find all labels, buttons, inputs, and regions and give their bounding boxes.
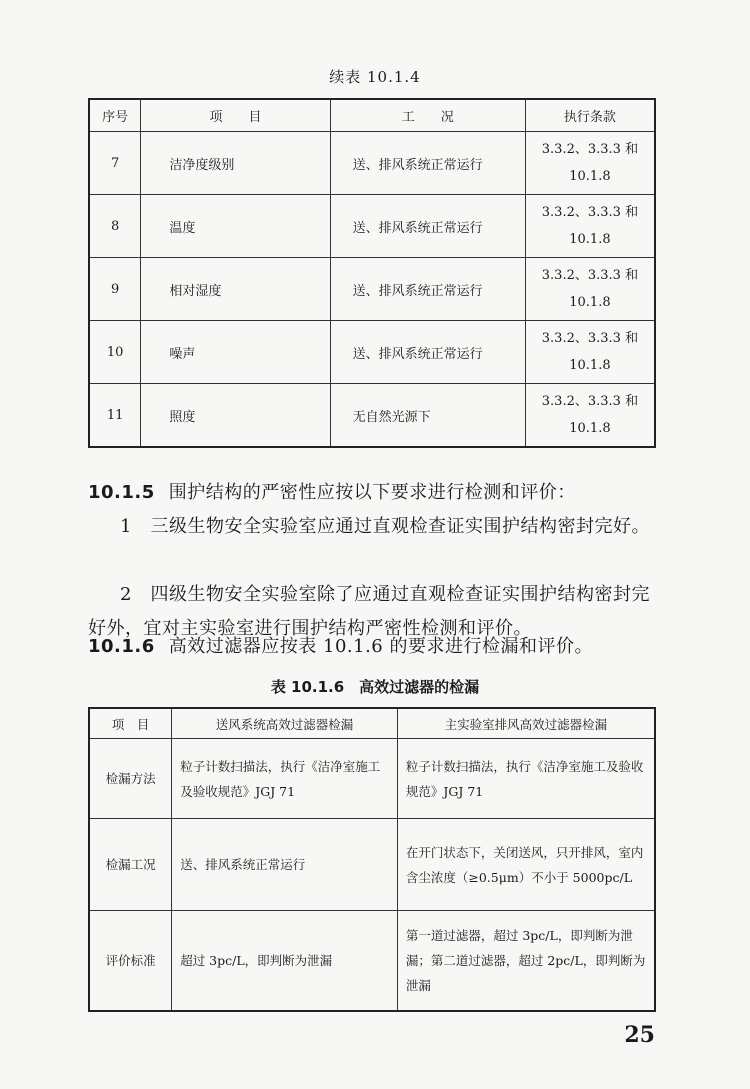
row-reference [525, 384, 655, 448]
ref-line1: 3.3.2、3.3.3 和 [541, 205, 639, 220]
ref-line2: 10.1.8 [569, 169, 611, 184]
row-no: 11 [89, 384, 141, 448]
row-condition: 送、排风系统正常运行 [330, 321, 525, 384]
row-item: 相对湿度 [141, 258, 330, 321]
table-row [89, 132, 655, 195]
header-reference: 执行条款 [525, 99, 655, 132]
row-no: 7 [89, 132, 141, 195]
table-header-row [89, 708, 655, 739]
row-item: 洁净度级别 [141, 132, 330, 195]
row-no: 10 [89, 321, 141, 384]
row-condition: 送、排风系统正常运行 [330, 132, 525, 195]
row-item: 照度 [141, 384, 330, 448]
page-number: 25 [624, 1022, 655, 1048]
row-supply: 送、排风系统正常运行 [172, 819, 398, 911]
row-condition: 无自然光源下 [330, 384, 525, 448]
clause-item-2: 2 四级生物安全实验室除了应通过直观检查证实围护结构密封完好外，宜对主实验室进行围护结构严密性检测和评价。 [88, 584, 650, 639]
table-row [89, 195, 655, 258]
row-item: 温度 [141, 195, 330, 258]
table-row [89, 321, 655, 384]
header-item: 项 目 [89, 708, 172, 739]
row-supply: 粒子计数扫描法，执行《洁净室施工及验收规范》JGJ 71 [172, 739, 398, 819]
ref-line2: 10.1.8 [569, 295, 611, 310]
ref-line1: 3.3.2、3.3.3 和 [541, 394, 639, 409]
header-no: 序号 [89, 99, 141, 132]
table-header-row [89, 99, 655, 132]
row-reference [525, 258, 655, 321]
row-reference [525, 321, 655, 384]
row-label: 检漏工况 [89, 819, 172, 911]
row-condition: 送、排风系统正常运行 [330, 195, 525, 258]
table-caption-10-1-6: 表 10.1.6 高效过滤器的检漏 [270, 678, 480, 696]
ref-line1: 3.3.2、3.3.3 和 [541, 268, 639, 283]
clause-10-1-6 [88, 630, 668, 664]
header-supply: 送风系统高效过滤器检漏 [172, 708, 398, 739]
table-row [89, 384, 655, 448]
row-reference [525, 132, 655, 195]
row-condition: 送、排风系统正常运行 [330, 258, 525, 321]
table-row [89, 819, 655, 911]
row-no: 8 [89, 195, 141, 258]
ref-line2: 10.1.8 [569, 358, 611, 373]
table-10-1-6 [88, 707, 656, 1012]
clause-text: 高效过滤器应按表 10.1.6 的要求进行检漏和评价。 [168, 636, 593, 657]
clause-number: 10.1.6 [88, 636, 155, 657]
row-item: 噪声 [141, 321, 330, 384]
clause-10-1-5 [88, 476, 668, 510]
row-no: 9 [89, 258, 141, 321]
table-10-1-4-continued [88, 98, 656, 448]
row-supply: 超过 3pc/L，即判断为泄漏 [172, 911, 398, 1011]
table-row [89, 258, 655, 321]
ref-line2: 10.1.8 [569, 421, 611, 436]
table-row [89, 911, 655, 1011]
table-row [89, 739, 655, 819]
row-label: 检漏方法 [89, 739, 172, 819]
clause-number: 10.1.5 [88, 482, 155, 503]
row-reference [525, 195, 655, 258]
table-caption-10-1-4: 续表 10.1.4 [329, 68, 421, 86]
row-exhaust: 第一道过滤器，超过 3pc/L，即判断为泄漏；第二道过滤器，超过 2pc/L，即判断为泄漏 [397, 911, 655, 1011]
row-label: 评价标准 [89, 911, 172, 1011]
row-exhaust: 粒子计数扫描法，执行《洁净室施工及验收规范》JGJ 71 [397, 739, 655, 819]
clause-text: 围护结构的严密性应按以下要求进行检测和评价： [168, 482, 576, 503]
ref-line1: 3.3.2、3.3.3 和 [541, 331, 639, 346]
header-condition: 工 况 [330, 99, 525, 132]
ref-line2: 10.1.8 [569, 232, 611, 247]
header-item: 项 目 [141, 99, 330, 132]
header-exhaust: 主实验室排风高效过滤器检漏 [397, 708, 655, 739]
row-exhaust: 在开门状态下，关闭送风，只开排风，室内含尘浓度（≥0.5μm）不小于 5000pc/L [397, 819, 655, 911]
ref-line1: 3.3.2、3.3.3 和 [541, 142, 639, 157]
clause-item-1: 1 三级生物安全实验室应通过直观检查证实围护结构密封完好。 [120, 516, 650, 537]
